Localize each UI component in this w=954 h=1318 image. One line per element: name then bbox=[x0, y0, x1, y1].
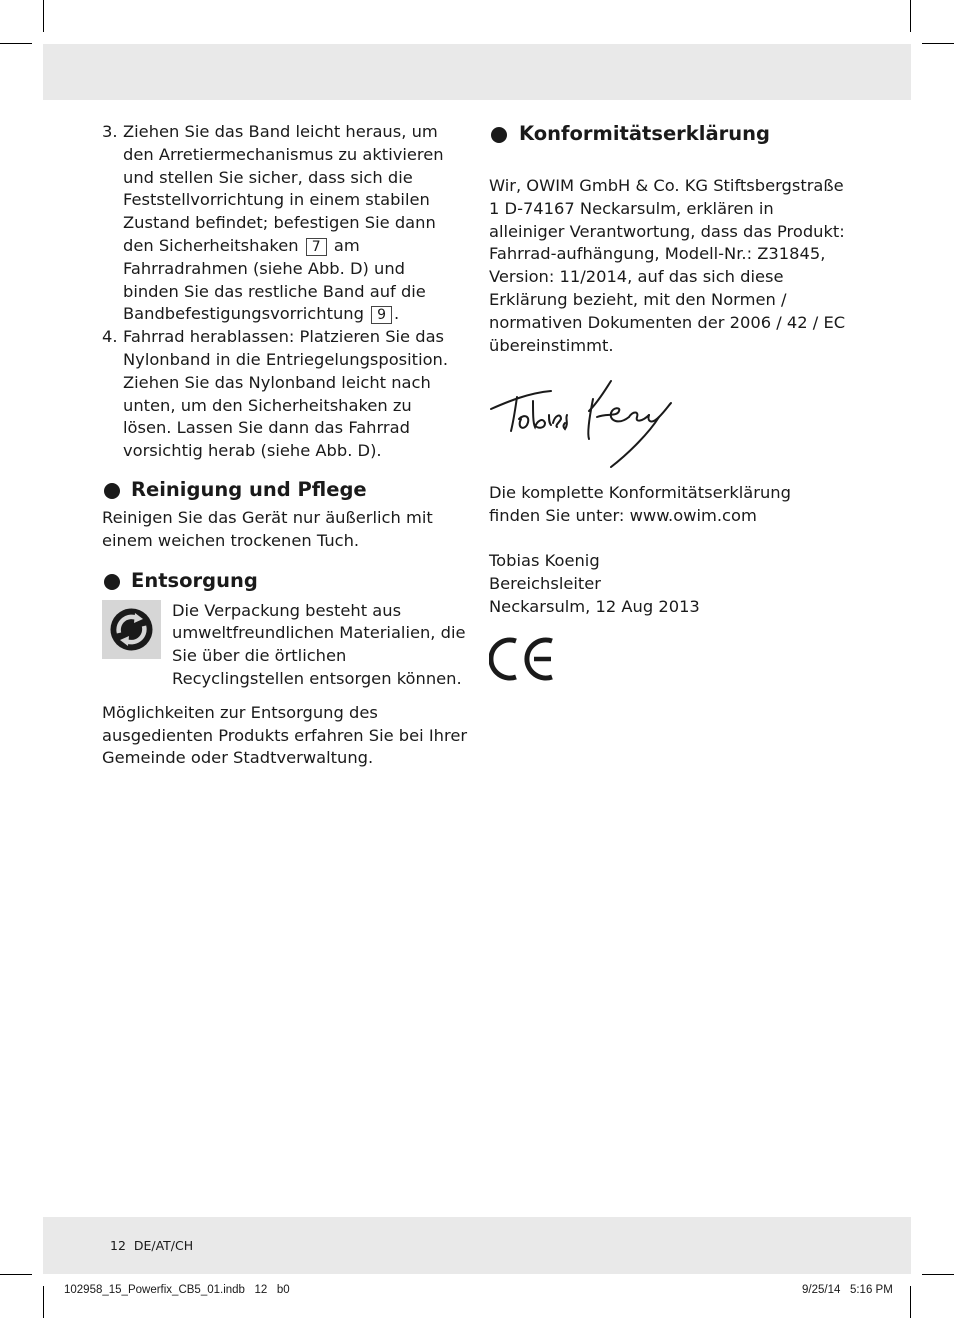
crop-mark bbox=[0, 1274, 32, 1275]
heading-text: Entsorgung bbox=[131, 568, 258, 592]
step-text: Fahrrad herablassen: Platzieren Sie das Nylonband in die Entriegelungsposition. Ziehen Sie das Nylonband leicht nach unten, um den Sicherheitshaken zu lösen. Lassen Sie dann das Fahrrad vorsichtig herab (siehe Abb. D). bbox=[123, 327, 449, 461]
disposal-icon-text: Die Verpackung besteht aus umweltfreundlichen Materialien, die Sie über die örtlichen Recyclingstellen entsorgen können. bbox=[172, 600, 466, 688]
disposal-text: Möglichkeiten zur Entsorgung des ausgedienten Produkts erfahren Sie bei Ihrer Gemeinde oder Stadtverwaltung. bbox=[102, 702, 468, 768]
crop-mark bbox=[43, 1286, 44, 1318]
ce-mark-icon bbox=[489, 635, 557, 683]
page-number-label: 12 DE/AT/CH bbox=[110, 1238, 194, 1253]
step-text-end: . bbox=[394, 304, 400, 324]
recycling-icon bbox=[102, 600, 161, 659]
heading-text: Reinigung und Pflege bbox=[131, 477, 367, 501]
bullet-icon bbox=[104, 483, 120, 499]
header-band bbox=[43, 44, 911, 100]
part-reference: 9 bbox=[371, 306, 392, 324]
crop-mark bbox=[910, 0, 911, 32]
print-slug-left: 102958_15_Powerfix_CB5_01.indb 12 b0 bbox=[64, 1284, 290, 1296]
part-reference: 7 bbox=[306, 238, 327, 256]
signature bbox=[489, 371, 849, 475]
section-heading-disposal bbox=[102, 568, 468, 594]
instruction-list bbox=[102, 121, 468, 463]
crop-mark bbox=[922, 43, 954, 44]
crop-mark bbox=[922, 1274, 954, 1275]
print-slug-right: 9/25/14 5:16 PM bbox=[802, 1284, 893, 1296]
crop-mark bbox=[910, 1286, 911, 1318]
signatory-title: Bereichsleiter bbox=[489, 573, 601, 593]
list-item bbox=[102, 121, 468, 326]
signatory-name: Tobias Koenig bbox=[489, 550, 600, 570]
declaration-text: Wir, OWIM GmbH & Co. KG Stiftsbergstraße 1 D-74167 Neckarsulm, erklären in alleiniger Verantwortung, dass das Produkt: Fahrrad-aufhängung, Modell-Nr.: Z31845, Version: 11/2014, auf das sich diese Erklärung bezieht, mit den Normen / normativen Dokumenten der 2006 / 42 / EC übereinstimmt. bbox=[489, 176, 846, 355]
step-text: Ziehen Sie das Band leicht heraus, um den Arretiermechanismus zu aktivieren und stellen Sie sicher, dass sich die Feststellvorrichtung in einem stabilen Zustand befindet; befestigen Sie dann den Sicherheitshaken bbox=[123, 122, 444, 255]
crop-mark bbox=[43, 0, 44, 32]
left-column bbox=[102, 121, 468, 770]
right-column bbox=[489, 121, 849, 683]
list-item bbox=[102, 326, 468, 463]
bullet-icon bbox=[104, 574, 120, 590]
place-date: Neckarsulm, 12 Aug 2013 bbox=[489, 596, 700, 616]
complete-declaration-info: Die komplette Konformitätserklärung finden Sie unter: www.owim.com bbox=[489, 483, 791, 526]
disposal-icon-block bbox=[102, 600, 468, 691]
section-heading-cleaning bbox=[102, 477, 468, 503]
step-number: 4. bbox=[102, 327, 118, 347]
section-heading-conformity bbox=[489, 121, 849, 147]
heading-text: Konformitätserklärung bbox=[519, 122, 770, 145]
step-number: 3. bbox=[102, 122, 118, 141]
crop-mark bbox=[0, 43, 32, 44]
bullet-icon bbox=[491, 127, 507, 143]
step-text: am Fahrradrahmen (siehe Abb. D) und binden Sie das restliche Band auf die Bandbefestigungsvorrichtung bbox=[123, 235, 426, 324]
cleaning-text: Reinigen Sie das Gerät nur äußerlich mit einem weichen trockenen Tuch. bbox=[102, 507, 433, 550]
